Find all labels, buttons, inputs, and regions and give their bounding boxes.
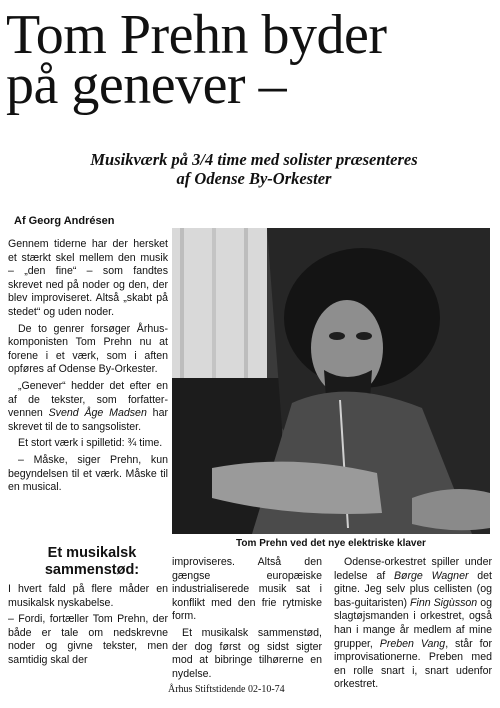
headline-line-2: på genever –: [6, 54, 287, 116]
paragraph: I hvert fald på flere måder en musikalsk nyskabelse.: [8, 583, 168, 609]
paragraph: Gennem tiderne har der hersket et stærkt skel mellem den musik – „den fine“ – som fandtes skrevet ned på noder og den, der blev improviseret. Altså „skabt på stedet“ og uden noder.: [8, 238, 168, 318]
subheadline: [20, 150, 488, 188]
text-run: og slagtøjsmanden i orkestret, også han i mange år medlem af mine grupper,: [334, 596, 492, 650]
paragraph: – Måske, siger Prehn, kun begyndelsen til et værk. Måske til en musical.: [8, 453, 168, 494]
subheadline-line-1: Musikværk på 3/4 time med solister præsenteres: [90, 150, 418, 169]
person-name: Finn Sigùsson: [410, 596, 478, 609]
bottom-left-column: [8, 583, 168, 671]
headline-line-1: Tom Prehn byder: [6, 4, 387, 66]
person-name: Børge Wagner: [393, 569, 469, 582]
paragraph: [334, 556, 492, 692]
text-run: det gitne. Jeg selv plus cellisten (og bas-guitaristen): [334, 569, 493, 609]
text-run: har skrevet til de to sangsolister.: [8, 407, 168, 433]
section-subheading: Et musikalsk sammenstød:: [44, 545, 140, 578]
byline: Af Georg Andrésen: [14, 215, 115, 227]
photo-illustration: [172, 228, 490, 534]
paragraph: – Fordi, fortæller Tom Prehn, der både er tale om nedskrevne noder og givne tekster, men samtidig skal der: [8, 613, 168, 666]
text-run: Odense-orkestret spiller under ledelse af: [334, 556, 492, 582]
author-name: Svend Åge Madsen: [48, 407, 147, 420]
paragraph: De to genrer forsøger Århus-komponisten Tom Prehn nu at forene i et værk, som i aften opføres af Odense By-Orkester.: [8, 322, 168, 376]
headline: [6, 4, 494, 116]
paragraph: Et stort værk i spilletid: ¾ time.: [18, 437, 163, 450]
source-citation: Århus Stiftstidende 02-10-74: [168, 684, 285, 695]
right-column: [334, 556, 492, 695]
text-run: „Genever“ hedder det efter en af de tekster, som forfatter-vennen: [8, 379, 168, 420]
paragraph: improviseres. Altså den gængse europæiske industrialiserede musik sat i konflikt med den frie rytmiske form.: [172, 556, 322, 623]
text-run: , står for improvisationerne. Preben med en rolle snart i, snart udenfor orkestret.: [334, 637, 492, 691]
subheadline-line-2: af Odense By-Orkester: [176, 169, 332, 188]
left-column: [8, 238, 168, 498]
person-name: Preben Vang: [379, 637, 446, 650]
paragraph: [8, 380, 168, 434]
photo: [172, 228, 490, 534]
middle-column: [172, 556, 322, 684]
photo-caption: Tom Prehn ved det nye elektriske klaver: [236, 538, 426, 549]
paragraph: Et musikalsk sammenstød, der dog først og sidst sigter mod at bibringe tilhørerne en nydelse.: [172, 626, 322, 680]
